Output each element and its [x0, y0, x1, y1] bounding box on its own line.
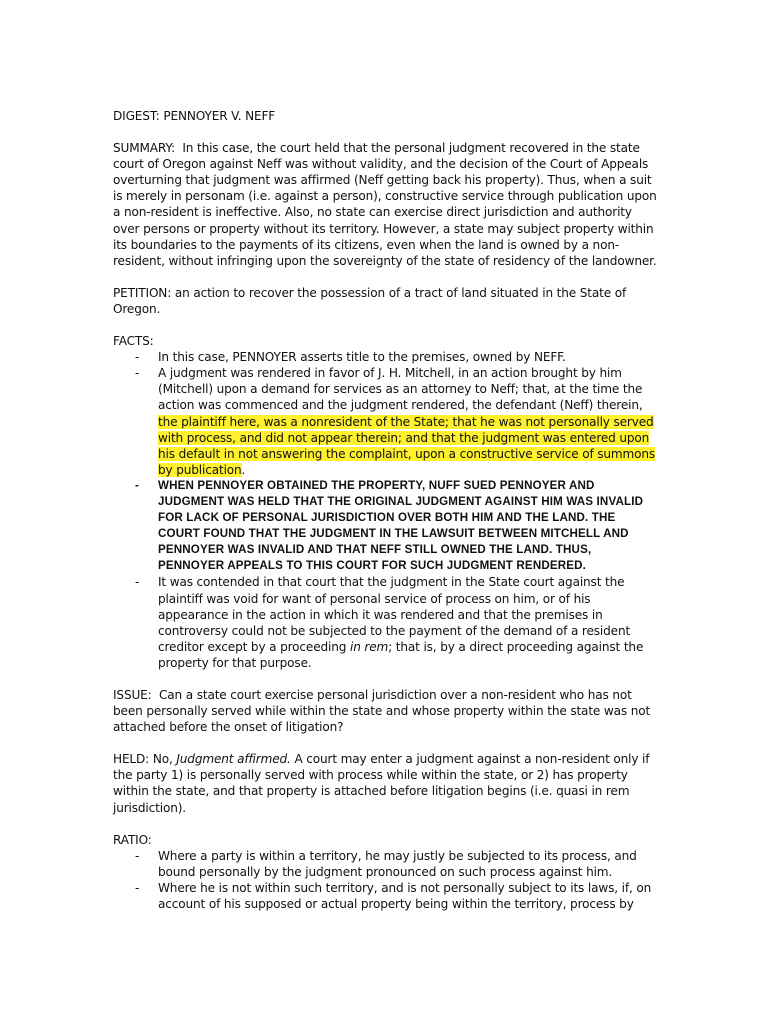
facts-item-text: It was contended in that court that the judgment in the State court against the plaintiff was void for want of personal service of process on him, or of his appearance in the action in which it was rendered and that the premises in controversy could not be subjected to the payment of the demand of a resident creditor except by a proceeding [158, 575, 631, 654]
facts-item-emphasis [113, 478, 658, 575]
ratio-list [113, 848, 658, 912]
bullet-dash: - [135, 575, 140, 590]
bullet-dash: - [135, 350, 140, 365]
ratio-item [113, 880, 658, 912]
document-body [113, 108, 658, 912]
ratio-label: RATIO: [113, 832, 152, 847]
ratio-item [113, 848, 658, 880]
ratio-section [113, 832, 658, 912]
bullet-dash: - [135, 366, 140, 381]
facts-section [113, 333, 658, 671]
facts-item-text: A judgment was rendered in favor of J. H. Mitchell, in an action brought by him (Mitchell) upon a demand for services as an attorney to Neff; that, at the time the action was commenced and the judgment rendered, the defendant (Neff) therein, [158, 366, 643, 413]
petition-section [113, 285, 658, 317]
facts-list [113, 349, 658, 671]
bullet-dash: - [135, 478, 140, 492]
held-text: A court may enter a judgment against a non-resident only if the party 1) is personally served with process while within the state, or 2) has property within the state, and that property is attached before litigation begins (i.e. quasi in rem jurisdiction). [113, 752, 650, 815]
facts-item [113, 349, 658, 365]
summary-text: In this case, the court held that the personal judgment recovered in the state court of Oregon against Neff was without validity, and the decision of the Court of Appeals overturning that judgment was affirmed (Neff getting back his property). Thus, when a suit is merely in personam (i.e. against a person), constructive service through publication upon a non-resident is ineffective. Also, no state can exercise direct jurisdiction and authority over persons or property without its territory. However, a state may subject property within its boundaries to the payments of its citizens, even when the land is owned by a non-resident, without infringing upon the sovereignty of the state of residency of the landowner. [113, 141, 657, 268]
held-label: HELD: [113, 752, 150, 767]
highlighted-text: the plaintiff here, was a nonresident of the State; that he was not personally served with process, and did not appear therein; and that the judgment was entered upon his default in not answering the complaint, upon a constructive service of summons by publication [158, 414, 656, 477]
facts-item [113, 574, 658, 671]
facts-label: FACTS: [113, 334, 154, 349]
facts-item-text: WHEN PENNOYER OBTAINED THE PROPERTY, NUFF SUED PENNOYER AND JUDGMENT WAS HELD THAT THE ORIGINAL JUDGMENT AGAINST HIM WAS INVALID FOR LACK OF PERSONAL JURISDICTION OVER BOTH HIM AND THE LAND. THE COURT FOUND THAT THE JUDGMENT IN THE LAWSUIT BETWEEN MITCHELL AND PENNOYER WAS INVALID AND THAT NEFF STILL OWNED THE LAND. THUS, PENNOYER APPEALS TO THIS COURT FOR SUCH JUDGMENT RENDERED. [158, 478, 644, 573]
summary-section [113, 140, 658, 269]
facts-item [113, 365, 658, 478]
facts-item-text: In this case, PENNOYER asserts title to the premises, owned by NEFF. [158, 350, 566, 365]
bullet-dash: - [135, 880, 140, 895]
summary-label: SUMMARY: [113, 141, 175, 156]
held-section [113, 751, 658, 815]
issue-text: Can a state court exercise personal jurisdiction over a non-resident who has not been personally served while within the state and whose property within the state was not attached before the onset of litigation? [113, 688, 651, 735]
bullet-dash: - [135, 848, 140, 863]
issue-section [113, 687, 658, 735]
ratio-item-text: Where a party is within a territory, he may justly be subjected to its process, and bound personally by the judgment pronounced on such process against him. [158, 848, 637, 879]
held-italic: Judgment affirmed. [176, 752, 291, 767]
ratio-item-text: Where he is not within such territory, and is not personally subject to its laws, if, on account of his supposed or actual property being within the territory, process by [158, 880, 652, 912]
held-prefix: No, [152, 752, 173, 767]
issue-label: ISSUE: [113, 688, 152, 702]
facts-item-end: ; that is, by a direct proceeding against the property for that purpose. [158, 639, 644, 670]
petition-text: an action to recover the possession of a tract of land situated in the State of Oregon. [113, 285, 627, 316]
document-title: DIGEST: PENNOYER V. NEFF [113, 109, 276, 123]
facts-item-end: . [241, 462, 246, 477]
petition-label: PETITION: [113, 285, 172, 300]
italic-term: in rem [350, 639, 389, 654]
